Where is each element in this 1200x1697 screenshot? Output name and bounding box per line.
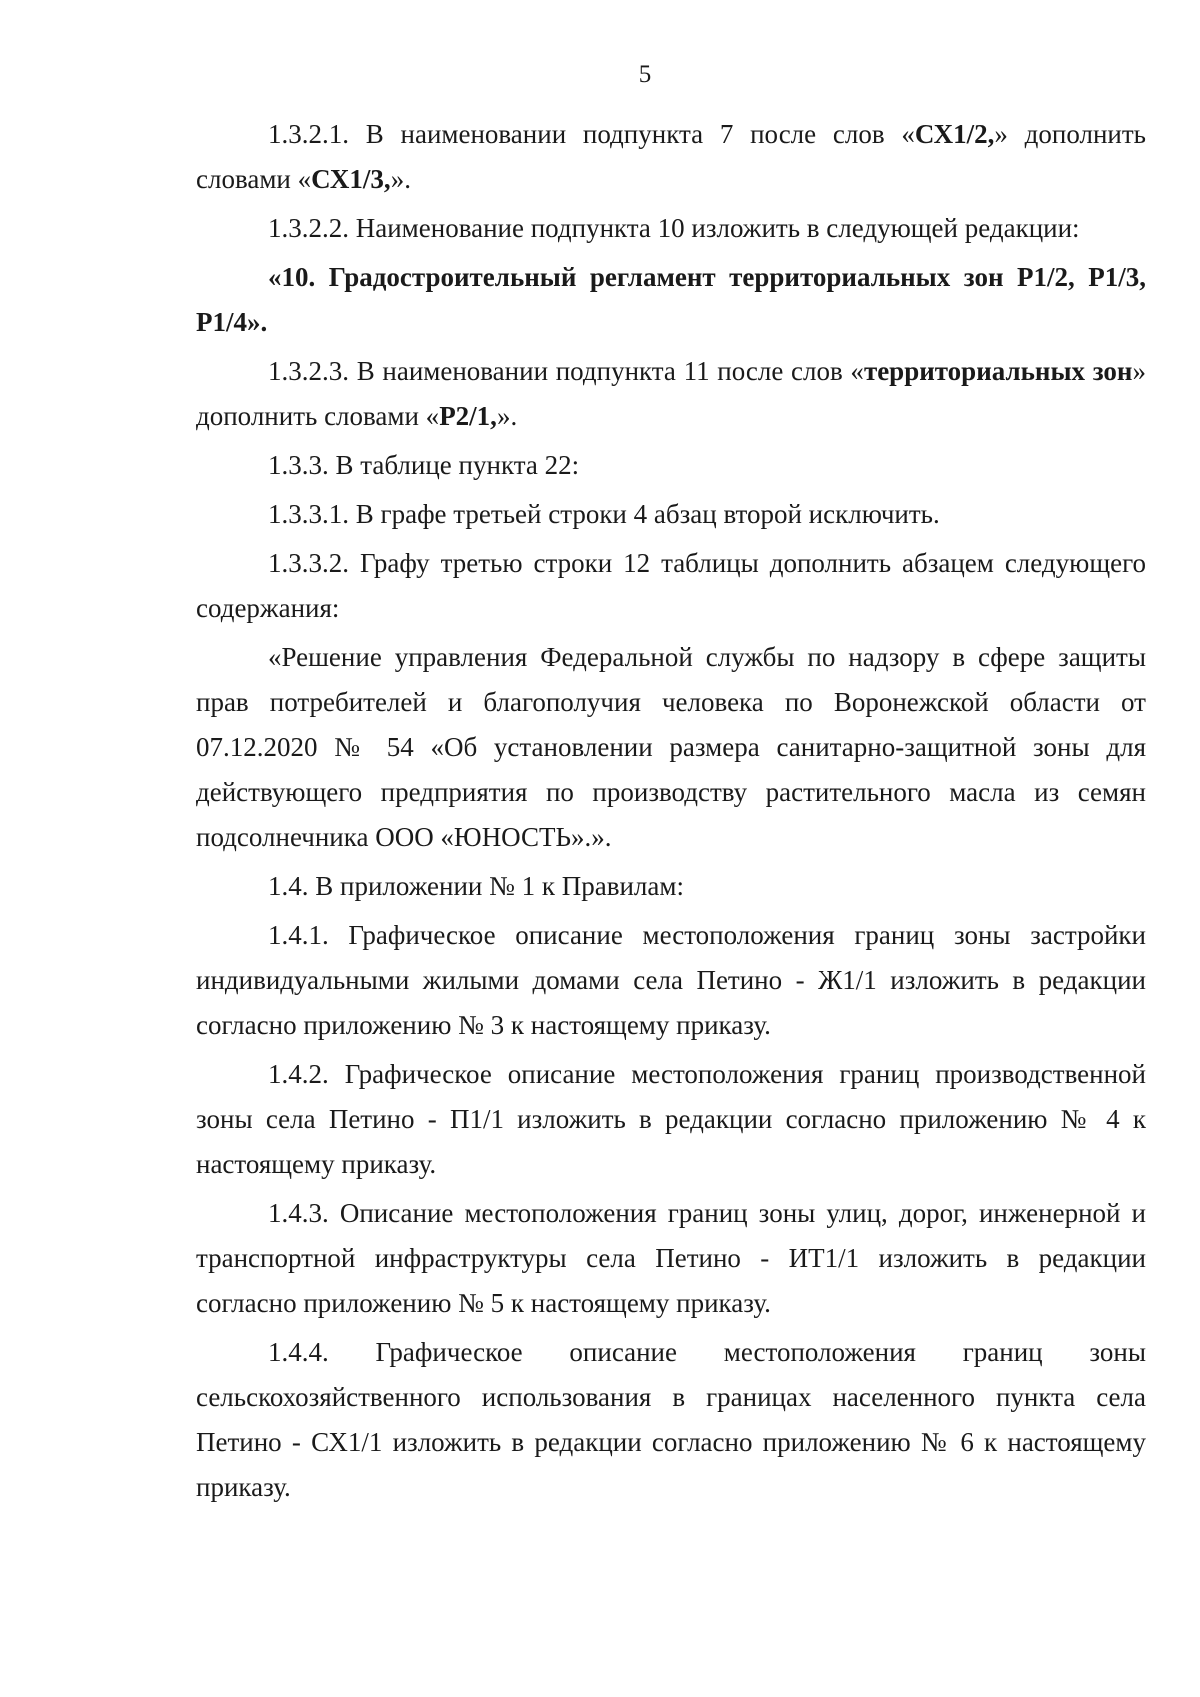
paragraph-1-3-3-2: 1.3.3.2. Графу третью строки 12 таблицы дополнить абзацем следующего содержания: [196,548,1146,623]
p4-text-a: 1.3.2.3. В наименовании подпункта 11 после слов « [268,356,864,386]
paragraph-1-3-3-1: 1.3.3.1. В графе третьей строки 4 абзац второй исключить. [268,499,940,529]
p1-bold-b: СХ1/2, [914,119,995,149]
paragraph-1-3-2-2: 1.3.2.2. Наименование подпункта 10 изложить в следующей редакции: [268,213,1080,243]
paragraph-1-3-2-3 [196,349,1146,439]
paragraph-1-4-2: 1.4.2. Графическое описание местоположения границ производственной зоны села Петино - П1/1 изложить в редакции согласно приложению № 4 к настоящему приказу. [196,1059,1146,1179]
paragraph-quoted-title: «10. Градостроительный регламент территориальных зон Р1/2, Р1/3, Р1/4». [196,262,1146,337]
p4-bold-b: территориальных зон [863,356,1133,386]
p4-text-e: ». [496,401,518,431]
paragraph-1-4-4: 1.4.4. Графическое описание местоположения границ зоны сельскохозяйственного использования в границах населенного пункта села Петино - СХ1/1 изложить в редакции согласно приложению № 6 к настоящему приказу. [196,1337,1146,1502]
paragraph-1-4-1: 1.4.1. Графическое описание местоположения границ зоны застройки индивидуальными жилыми домами села Петино - Ж1/1 изложить в редакции согласно приложению № 3 к настоящему приказу. [196,920,1146,1040]
p1-text-a: 1.3.2.1. В наименовании подпункта 7 после слов « [268,119,915,149]
p4-bold-d: Р2/1, [439,401,497,431]
document-body [196,112,1146,1514]
paragraph-1-3-2-1 [196,112,1146,202]
paragraph-1-4-3: 1.4.3. Описание местоположения границ зоны улиц, дорог, инженерной и транспортной инфраструктуры села Петино - ИТ1/1 изложить в редакции согласно приложению № 5 к настоящему приказу. [196,1198,1146,1318]
p1-bold-d: СХ1/3, [311,164,391,194]
paragraph-1-3-3: 1.3.3. В таблице пункта 22: [268,450,580,480]
p4-text-c: » дополнить словами « [196,356,1146,431]
p1-text-c: » дополнить словами « [196,119,1146,194]
page-number: 5 [638,61,652,88]
p1-text-e: ». [390,164,411,194]
paragraph-1-4: 1.4. В приложении № 1 к Правилам: [268,871,684,901]
paragraph-decision-quote: «Решение управления Федеральной службы по надзору в сфере защиты прав потребителей и благополучия человека по Воронежской области от 07.12.2020 № 54 «Об установлении размера санитарно-защитной зоны для действующего предприятия по производству растительного масла из семян подсолнечника ООО «ЮНОСТЬ».». [196,642,1146,852]
